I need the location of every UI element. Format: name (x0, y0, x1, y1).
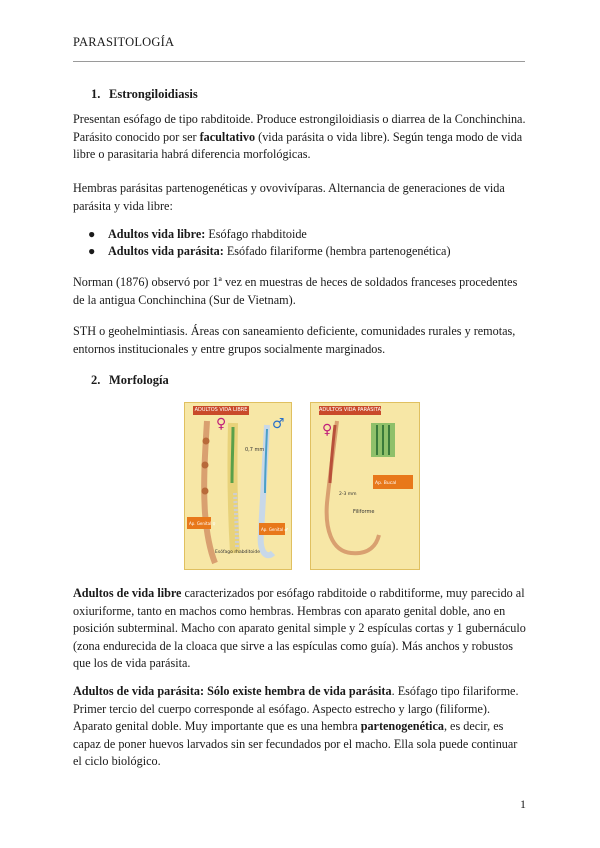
paragraph-free-living (73, 585, 528, 673)
size-label: 2-3 mm (339, 492, 357, 497)
text-run: Presentan esófago de tipo rabditoide. Produce estrongiloidiasis o diarrea de la Conchinchina. Parásito conocido por ser (73, 112, 526, 144)
male-symbol-icon: ♂ (272, 416, 285, 432)
section-heading-1 (91, 87, 198, 102)
text-run: Esófado filariforme (hembra partenogenética) (223, 244, 451, 258)
section-number: 2. (91, 373, 101, 387)
bold-term: Adultos de vida parásita: Sólo existe hembra de vida parásita (73, 684, 392, 698)
morphology-figure (184, 402, 420, 570)
mouth-label: Ap. Bucal (375, 481, 397, 486)
bold-term: facultativo (199, 129, 256, 144)
female-symbol-icon: ♀ (216, 416, 227, 432)
list-item (88, 227, 307, 242)
text-run: Esófago rhabditoide (205, 227, 307, 241)
paragraph-generations: Hembras parásitas partenogenéticas y ovovivíparas. Alternancia de generaciones de vida parásita y vida libre: (73, 181, 505, 213)
section-title: Morfología (109, 373, 169, 387)
list-item (88, 244, 451, 259)
paragraph-parasitic (73, 683, 528, 771)
esophagus-label: Esófago rhabditoide (215, 550, 261, 555)
bold-term: Adultos vida parásita: (108, 244, 224, 258)
section-number: 1. (91, 87, 101, 101)
filiform-label: Filiforme (353, 509, 375, 515)
header-divider (73, 61, 525, 62)
text-run: . Esófago tipo filariforme. Primer tercio del cuerpo corresponde al esófago. Aspecto estrecho y largo (filiforme). Aparato genital doble. Muy importante que es una hembra (73, 684, 519, 733)
paragraph-sth: STH o geohelmintiasis. Áreas con saneamiento deficiente, comunidades rurales y remotas, entornos institucionales y entre grupos socialmente marginados. (73, 324, 516, 356)
page-number: 1 (520, 797, 526, 811)
size-label: 0,7 mm (245, 447, 265, 453)
bold-term: partenogenética (360, 719, 444, 733)
panel-title: ADULTOS VIDA PARÁSITA (319, 407, 381, 413)
section-title: Estrongiloidiasis (109, 87, 198, 101)
bullet-icon: ● (88, 244, 96, 258)
text-run: caracterizados por esófago rabditoide o rabditiforme, muy parecido al oxiuriforme, tanto en machos como hembras. Hembras con aparato genital doble, ano en posición subterminal. Macho con aparato genital simple y 2 espículas cortas y 1 gubernáculo (zona endurecida de la cloaca que sirve a las espículas como guía). Más anchos y robustos que los de vida parásita. (73, 586, 526, 670)
genital-female-label: Ap. Genital ♀ (189, 521, 216, 526)
genital-male-label: Ap. Genital ♂ (261, 527, 289, 532)
page-header: PARASITOLOGÍA (73, 35, 175, 49)
bullet-icon: ● (88, 227, 96, 241)
panel-title: ADULTOS VIDA LIBRE (194, 407, 248, 413)
section-heading-2 (91, 373, 169, 388)
bold-term: Adultos vida libre: (108, 227, 206, 241)
paragraph-history: Norman (1876) observó por 1ª vez en muestras de heces de soldados franceses procedentes de la antigua Conchinchina (Sur de Vietnam). (73, 275, 518, 307)
female-symbol-icon: ♀ (322, 422, 333, 438)
bold-term: Adultos de vida libre (73, 586, 182, 600)
paragraph-intro (73, 111, 528, 164)
text-run: , es decir, es capaz de poner huevos larvados sin ser fecundados por el macho. Ella sola puede continuar el ciclo biológico. (73, 719, 518, 768)
text-run: (vida parásita o vida libre). Según tenga modo de vida libre o parasitaria habrá diferencia morfológicas. (73, 129, 523, 161)
